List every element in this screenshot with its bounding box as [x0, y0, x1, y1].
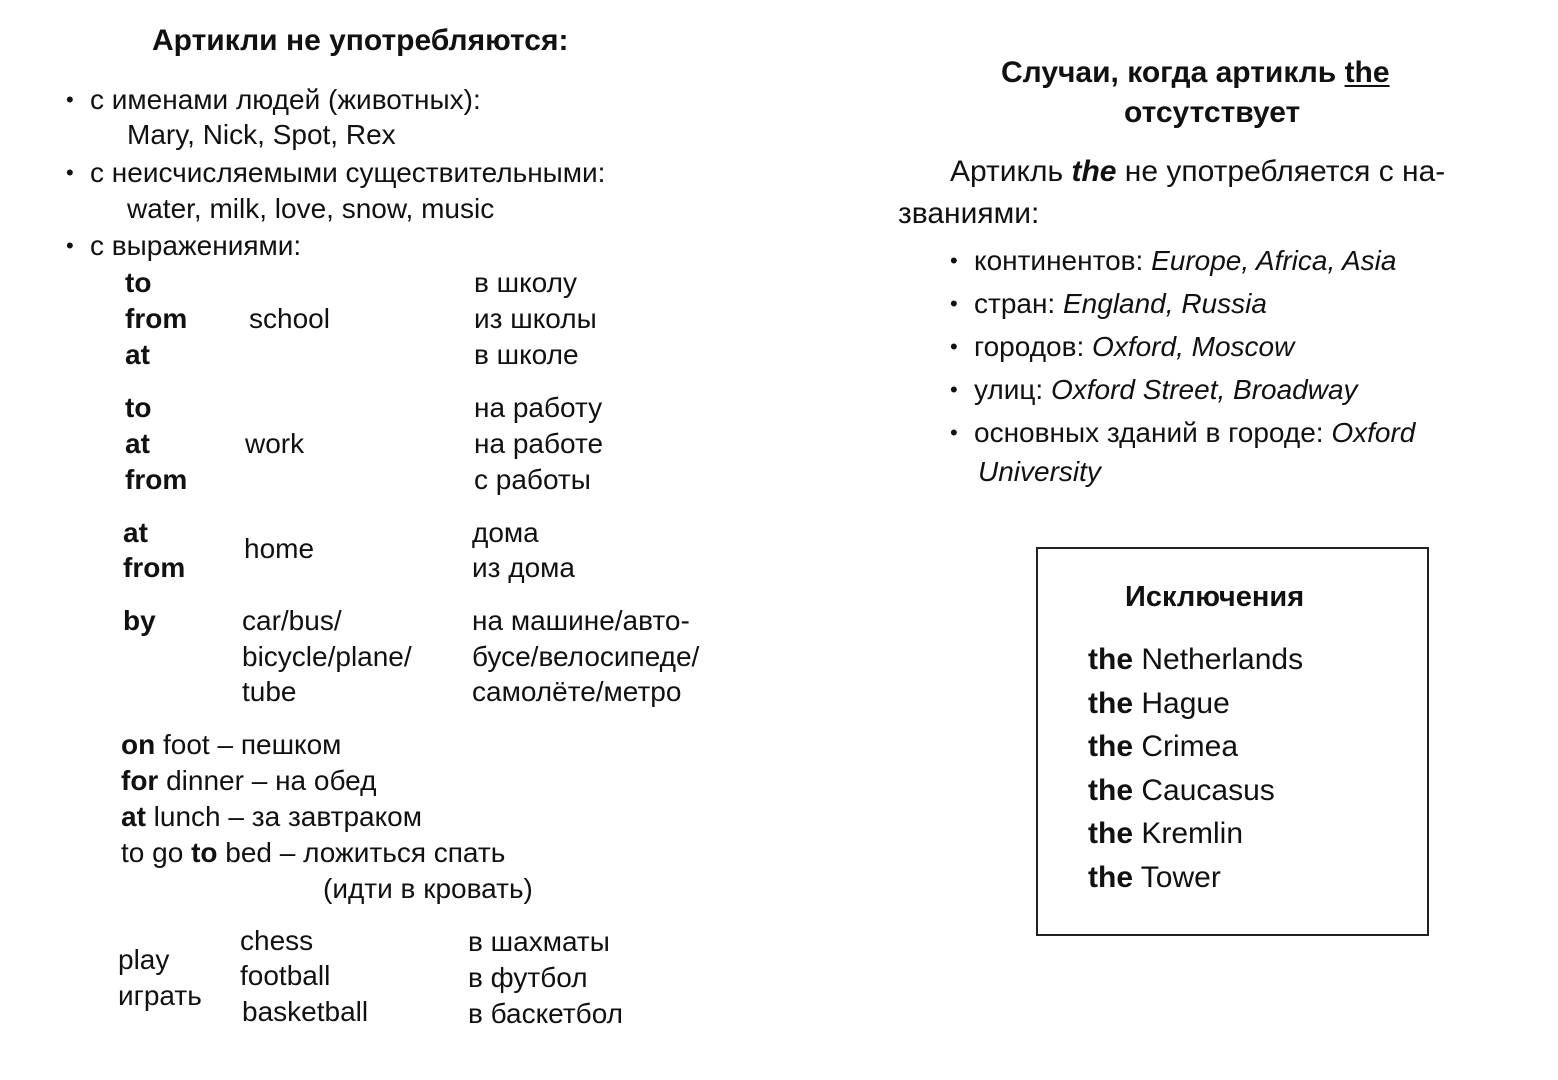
- trans-home-from: из дома: [472, 552, 575, 583]
- noun-home: home: [244, 533, 315, 564]
- trans-transport-3: самолёте/метро: [472, 676, 682, 707]
- exceptions-title: Исключения: [1125, 581, 1305, 613]
- trans-chess: в шахматы: [468, 926, 610, 957]
- intro-line2: званиями:: [898, 197, 1040, 230]
- exception-item: the Crimea: [1088, 730, 1239, 764]
- exception-item: the Hague: [1088, 686, 1230, 720]
- intro-line1: Артикль the не употребляется с на-: [950, 155, 1446, 188]
- bullet-continents: • континентов: Europe, Africa, Asia: [974, 243, 1396, 279]
- trans-school-to: в школу: [474, 267, 577, 298]
- noun-work: work: [245, 428, 305, 459]
- trans-work-to: на работу: [474, 392, 603, 423]
- exception-item: the Tower: [1088, 860, 1221, 894]
- noun-transport-1: car/bus/: [242, 605, 342, 636]
- trans-school-from: из школы: [474, 303, 597, 334]
- exception-item: the Netherlands: [1088, 643, 1304, 676]
- bullet-buildings: • основных зданий в городе: Oxford: [974, 415, 1415, 451]
- phrase-to-bed: to go to bed – ложиться спать: [121, 837, 506, 868]
- prep-to: to: [125, 392, 152, 423]
- bullet-streets: • улиц: Oxford Street, Broadway: [974, 372, 1358, 408]
- phrase-to-bed-note: (идти в кровать): [323, 873, 533, 904]
- bullet-cities: • городов: Oxford, Moscow: [974, 329, 1294, 365]
- prep-from: from: [125, 303, 188, 334]
- trans-school-at: в школе: [474, 339, 579, 370]
- bullet-uncountable-label: • с неисчисляемыми существительными:: [90, 155, 605, 191]
- bullet-names-examples: Mary, Nick, Spot, Rex: [127, 119, 396, 150]
- prep-to: to: [125, 267, 152, 298]
- bullet-uncountable-examples: water, milk, love, snow, music: [127, 193, 495, 224]
- trans-work-at: на работе: [474, 428, 604, 459]
- bullet-expressions-label: • с выражениями:: [90, 228, 301, 264]
- prep-from: from: [125, 464, 188, 495]
- exception-item: the Caucasus: [1088, 773, 1275, 807]
- trans-transport-2: бусе/велосипеде/: [472, 641, 700, 672]
- game-chess: chess: [240, 925, 314, 956]
- noun-transport-2: bicycle/plane/: [242, 641, 412, 672]
- prep-by: by: [123, 605, 156, 636]
- trans-basketball: в баскетбол: [468, 998, 623, 1029]
- prep-at: at: [125, 428, 150, 459]
- phrase-for-dinner: for dinner – на обед: [121, 765, 377, 796]
- trans-transport-1: на машине/авто-: [472, 605, 690, 636]
- phrase-at-lunch: at lunch – за завтраком: [121, 801, 422, 832]
- game-basketball: basketball: [242, 996, 369, 1027]
- right-title: Случаи, когда артикль the: [1001, 56, 1390, 89]
- prep-at: at: [123, 517, 148, 548]
- exception-item: the Kremlin: [1088, 817, 1244, 851]
- trans-home-at: дома: [472, 517, 539, 548]
- verb-play-ru: играть: [118, 980, 202, 1011]
- noun-school: school: [249, 303, 330, 334]
- trans-football: в футбол: [468, 962, 588, 993]
- left-title: Артикли не употребляются:: [152, 24, 569, 57]
- exceptions-list: [1088, 638, 1303, 900]
- noun-transport-3: tube: [242, 676, 297, 707]
- verb-play: play: [118, 944, 170, 975]
- prep-at: at: [125, 339, 150, 370]
- trans-work-from: с работы: [474, 464, 591, 495]
- right-title-line2: отсутствует: [1124, 96, 1301, 129]
- bullet-names-label: • с именами людей (животных):: [90, 82, 481, 118]
- phrase-on-foot: on foot – пешком: [121, 729, 342, 760]
- bullet-countries: • стран: England, Russia: [974, 286, 1267, 322]
- prep-from: from: [123, 552, 186, 583]
- bullet-buildings-cont: University: [978, 456, 1101, 487]
- game-football: football: [240, 960, 331, 991]
